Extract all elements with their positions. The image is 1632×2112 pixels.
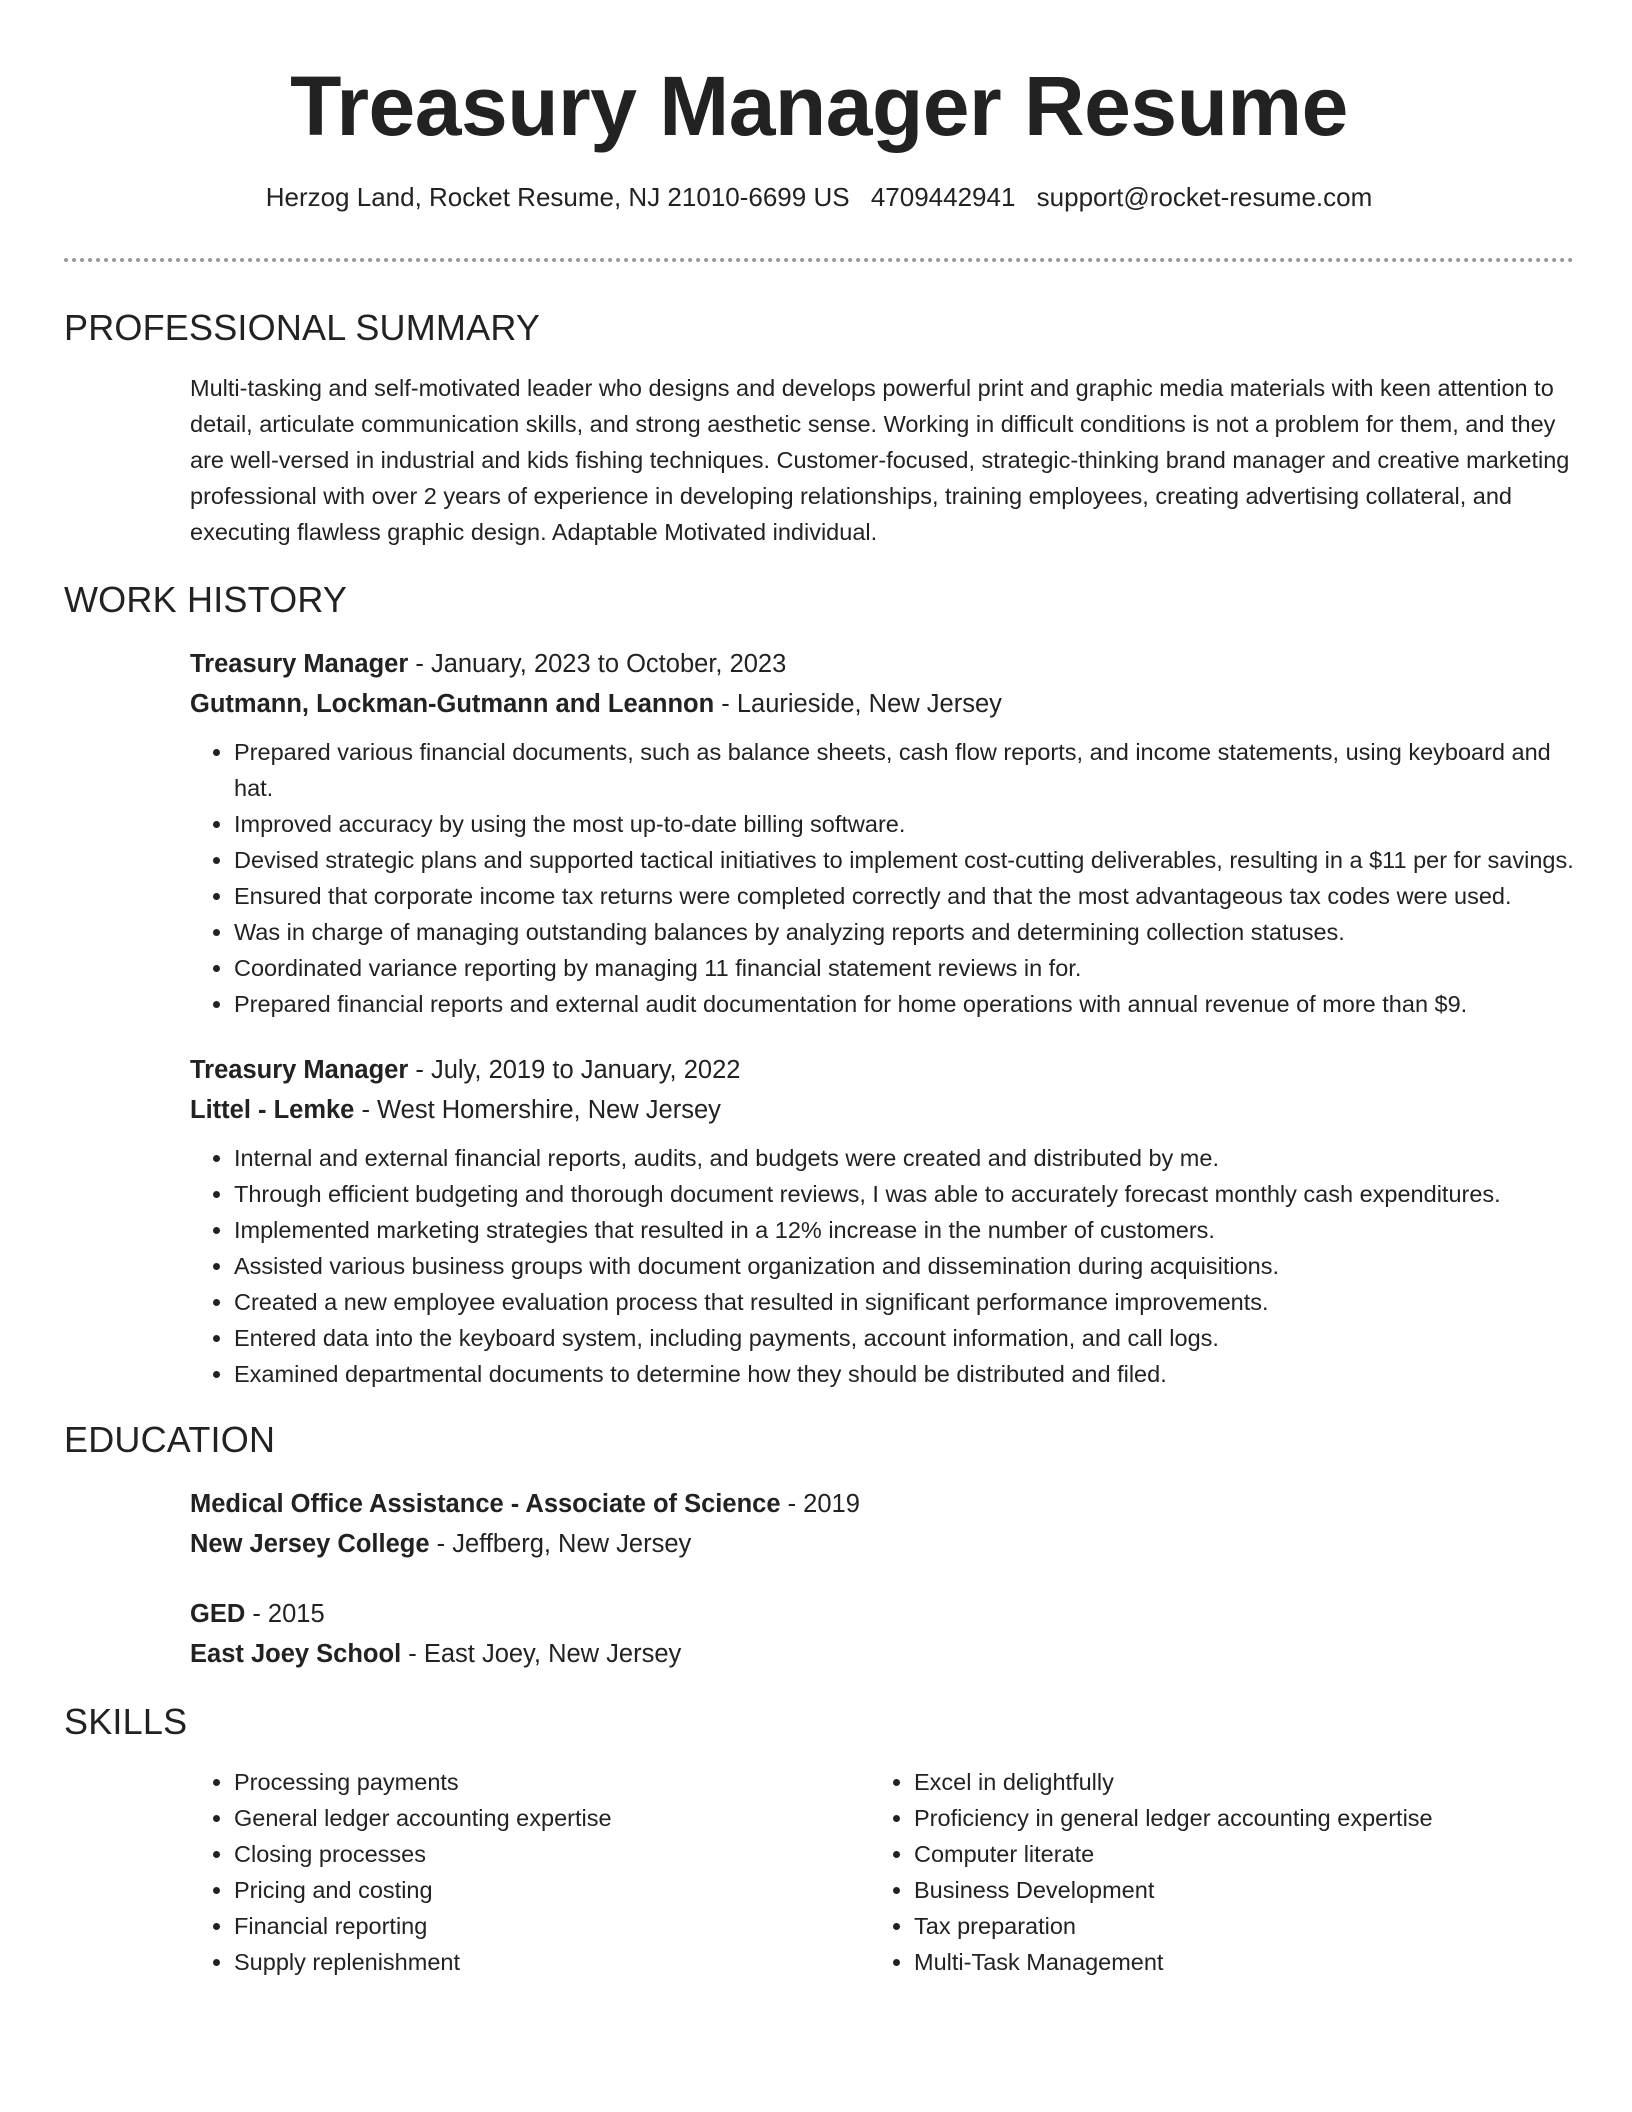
summary-section [64,306,1574,550]
skill-item: • Tax preparation [914,1908,1550,1944]
education-section [64,1418,1574,1674]
work-history-heading: WORK HISTORY [64,579,348,620]
list-item: • Created a new employee evaluation process that resulted in significant performance improvements. [234,1284,1574,1320]
skills-heading: SKILLS [64,1701,188,1742]
degree: GED [190,1600,246,1628]
job-location: - West Homershire, New Jersey [354,1096,721,1124]
list-item: • Prepared financial reports and external audit documentation for home operations with annual revenue of more than $9. [234,986,1574,1022]
list-item: • Through efficient budgeting and thorough document reviews, I was able to accurately forecast monthly cash expenditures. [234,1176,1574,1212]
school: New Jersey College [190,1530,430,1558]
education-heading: EDUCATION [64,1419,276,1460]
job-dates: - July, 2019 to January, 2022 [408,1056,741,1084]
header-divider [64,258,1574,262]
skill-item: • Business Development [914,1872,1550,1908]
job-bullets [190,1140,1574,1392]
list-item: • Examined departmental documents to determine how they should be distributed and filed. [234,1356,1574,1392]
skill-item: • Financial reporting [234,1908,870,1944]
job-location: - Laurieside, New Jersey [714,690,1002,718]
contact-phone: 4709442941 [870,182,1016,212]
skills-column-right [870,1764,1550,1980]
job-bullets [190,734,1574,1022]
contact-line [64,180,1574,214]
job-company-line [190,684,1574,724]
skill-item: • Processing payments [234,1764,870,1800]
skills-list-right [870,1764,1550,1980]
skill-item: • General ledger accounting expertise [234,1800,870,1836]
resume-page [64,0,1574,1980]
degree: Medical Office Assistance - Associate of Science [190,1490,781,1518]
contact-address: Herzog Land, Rocket Resume, NJ 21010-6699 US [265,182,850,212]
list-item: • Ensured that corporate income tax returns were completed correctly and that the most advantageous tax codes were used. [234,878,1574,914]
job-title: Treasury Manager [190,1056,409,1084]
degree-year: - 2019 [780,1490,860,1518]
summary-text: Multi-tasking and self-motivated leader who designs and develops powerful print and graphic media materials with keen attention to detail, articulate communication skills, and strong aesthetic sense. Working in difficult conditions is not a problem for them, and they are well-versed in industrial and kids fishing techniques. Customer-focused, strategic-thinking brand manager and creative marketing professional with over 2 years of experience in developing relationships, training employees, creating advertising collateral, and executing flawless graphic design. Adaptable Motivated individual. [190,375,1570,545]
job-title-line [190,1050,1574,1090]
summary-heading: PROFESSIONAL SUMMARY [64,307,541,348]
skill-item: • Multi-Task Management [914,1944,1550,1980]
school-line [190,1524,1574,1564]
skills-column-left [190,1764,870,1980]
degree-year: - 2015 [245,1600,325,1628]
job-entry [190,1050,1574,1392]
skill-item: • Pricing and costing [234,1872,870,1908]
skill-item: • Supply replenishment [234,1944,870,1980]
list-item: • Improved accuracy by using the most up-to-date billing software. [234,806,1574,842]
education-entry [190,1484,1574,1564]
list-item: • Implemented marketing strategies that resulted in a 12% increase in the number of customers. [234,1212,1574,1248]
resume-title: Treasury Manager Resume [290,59,1348,153]
job-company-line [190,1090,1574,1130]
job-entry [190,644,1574,1022]
list-item: • Coordinated variance reporting by managing 11 financial statement reviews in for. [234,950,1574,986]
job-company: Gutmann, Lockman-Gutmann and Leannon [190,690,715,718]
school-location: - East Joey, New Jersey [401,1640,682,1668]
education-entry [190,1594,1574,1674]
list-item: • Internal and external financial reports, audits, and budgets were created and distributed by me. [234,1140,1574,1176]
job-dates: - January, 2023 to October, 2023 [408,650,787,678]
skills-columns [190,1764,1574,1980]
skill-item: • Proficiency in general ledger accounting expertise [914,1800,1550,1836]
skills-section [64,1700,1574,1980]
list-item: • Devised strategic plans and supported tactical initiatives to implement cost-cutting deliverables, resulting in a $11 per for savings. [234,842,1574,878]
work-history-section [64,578,1574,1392]
list-item: • Prepared various financial documents, such as balance sheets, cash flow reports, and income statements, using keyboard and hat. [234,734,1574,806]
degree-line [190,1594,1574,1634]
skill-item: • Excel in delightfully [914,1764,1550,1800]
job-title-line [190,644,1574,684]
job-company: Littel - Lemke [190,1096,355,1124]
list-item: • Assisted various business groups with document organization and dissemination during acquisitions. [234,1248,1574,1284]
school-location: - Jeffberg, New Jersey [429,1530,692,1558]
degree-line [190,1484,1574,1524]
list-item: • Was in charge of managing outstanding balances by analyzing reports and determining collection statuses. [234,914,1574,950]
contact-email: support@rocket-resume.com [1036,182,1373,212]
school: East Joey School [190,1640,402,1668]
skill-item: • Closing processes [234,1836,870,1872]
skill-item: • Computer literate [914,1836,1550,1872]
school-line [190,1634,1574,1674]
list-item: • Entered data into the keyboard system, including payments, account information, and call logs. [234,1320,1574,1356]
skills-list-left [190,1764,870,1980]
job-title: Treasury Manager [190,650,409,678]
